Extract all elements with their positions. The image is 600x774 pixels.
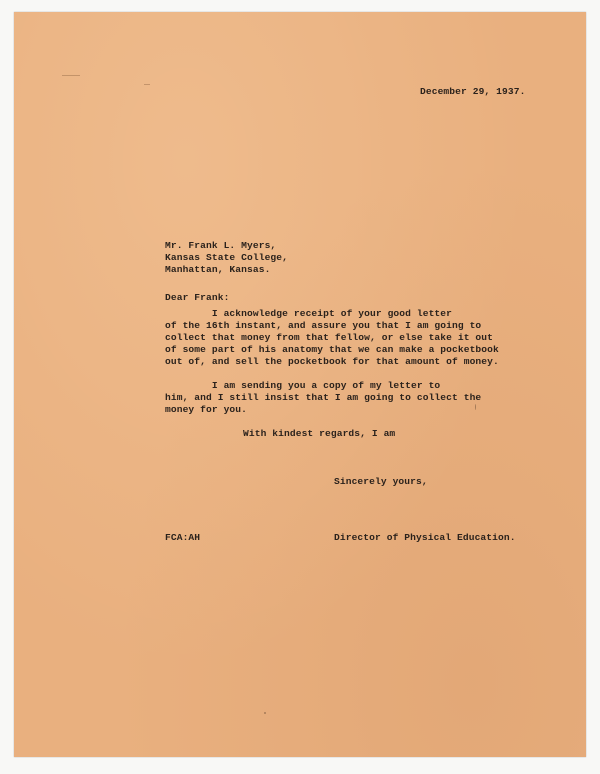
body-line: out of, and sell the pocketbook for that amount of money. [165, 356, 499, 367]
paper-mark [144, 84, 150, 85]
letter-regards: With kindest regards, I am [243, 428, 396, 439]
address-line-college: Kansas State College, [165, 252, 289, 263]
typist-initials: FCA:AH [165, 532, 201, 543]
body-line: him, and I still insist that I am going to collect the [165, 392, 482, 403]
paper-speck [264, 712, 266, 714]
body-line: money for you. [165, 404, 248, 415]
body-line: of some part of his anatomy that we can make a pocketbook [165, 344, 499, 355]
letter-closing: Sincerely yours, [334, 476, 428, 487]
body-line: I am sending you a copy of my letter to [165, 380, 441, 391]
address-line-city: Manhattan, Kansas. [165, 264, 271, 275]
letter-salutation: Dear Frank: [165, 292, 230, 303]
body-line: of the 16th instant, and assure you that I am going to [165, 320, 482, 331]
signature-title: Director of Physical Education. [334, 532, 516, 543]
paper-mark [62, 75, 80, 76]
paper-speck [475, 404, 476, 410]
letter-date: December 29, 1937. [420, 86, 526, 97]
letter-paper [14, 12, 586, 757]
body-line: I acknowledge receipt of your good letter [165, 308, 453, 319]
address-line-name: Mr. Frank L. Myers, [165, 240, 277, 251]
body-line: collect that money from that fellow, or else take it out [165, 332, 494, 343]
